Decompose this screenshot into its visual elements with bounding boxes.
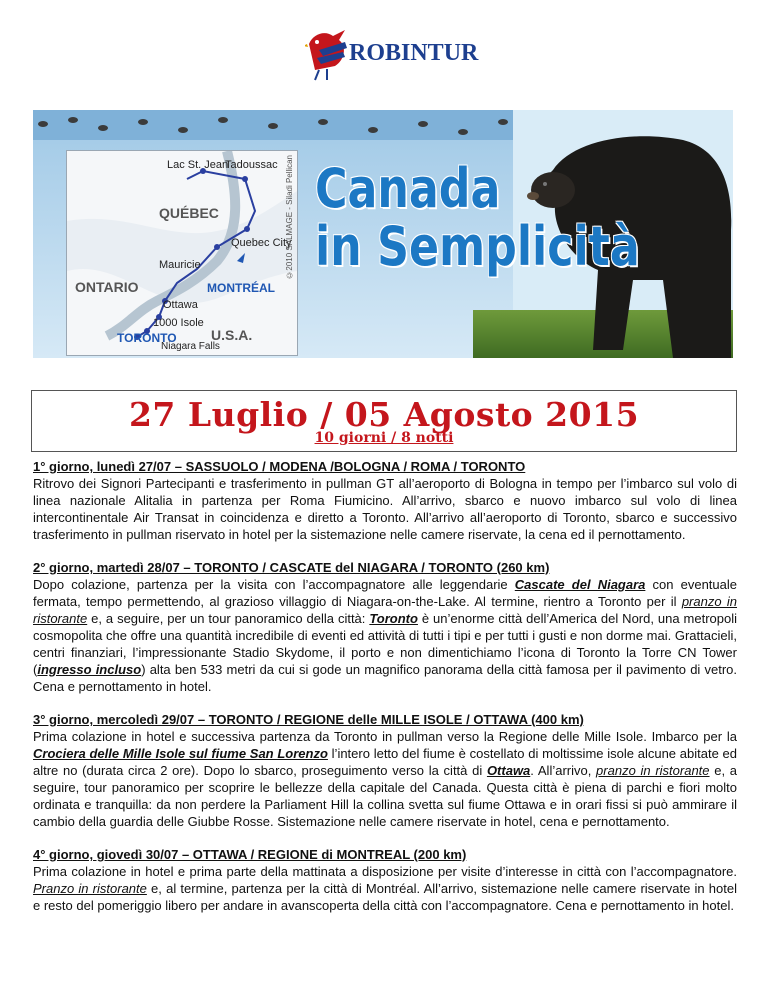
day-description: Ritrovo dei Signori Partecipanti e trasferimento in pullman GT all’aeroporto di Bologna in tempo per l’imbarco sul volo di linea nazionale Alitalia in partenza per Roma Fiumicino. All’arrivo, sbarco e nuovo imbarco sul volo di linea intercontinentale Air Transat in coincidenza e diretto a Toronto. All’arrivo all’aeroporto di Toronto, sbarco e successivo trasferimento in pullman riservato in hotel per la sistemazione nelle camere riservate, la cena ed il pernottamento. (33, 476, 737, 542)
travel-dates-title: 27 Luglio / 05 Agosto 2015 (128, 395, 640, 434)
highlight-ingresso-incluso: ingresso incluso (37, 662, 142, 677)
map-label-quebec: QUÉBEC (159, 205, 219, 221)
highlight-pranzo: pranzo in ristorante (596, 763, 710, 778)
day-heading: 1° giorno, lunedì 27/07 – SASSUOLO / MODENA /BOLOGNA / ROMA / TORONTO (33, 459, 526, 474)
bird-logo-icon (305, 26, 351, 82)
day-heading: 3° giorno, mercoledì 29/07 – TORONTO / REGIONE delle MILLE ISOLE / OTTAWA (400 km) (33, 712, 584, 727)
itinerary-day-4 (33, 846, 737, 914)
day-description: Prima colazione in hotel e successiva partenza da Toronto in pullman verso la Regione delle Mille Isole. Imbarco per la Crociera delle Mille Isole sul fiume San Lorenzo l’intero letto del fiume è costellato di moltissime isole alcune abitate ed altre no (durata circa 2 ore). Dopo lo sbarco, proseguimento verso la città di Ottawa. All’arrivo, pranzo in ristorante e, a seguire, tour panoramico per scoprire le bellezze della capitale del Canada. Questa città è piena di parchi e fiori molto ordinata e tranquilla: da non perdere la Parliament Hill la collina svetta sul fiume Ottawa e in orari fissi si può ammirare il cambio della guardia delle Giubbe Rosse. Sistemazione nelle camere riservate in hotel, cena e pernottamento. (33, 729, 738, 829)
itinerary (33, 458, 737, 930)
day-heading: 4° giorno, giovedì 30/07 – OTTAWA / REGIONE di MONTREAL (200 km) (33, 847, 467, 862)
hero-banner (33, 110, 733, 358)
map-label-ontario: ONTARIO (75, 279, 139, 295)
banner-title-line-1: Canada (315, 157, 501, 220)
map-label-quebec-city: Quebec City (231, 237, 292, 249)
day-description: Dopo colazione, partenza per la visita con l’accompagnatore alle leggendarie Cascate del Niagara con eventuale fermata, tempo permettendo, al grazioso villaggio di Niagara-on-the-Lake. Al termine, rientro a Toronto per il pranzo in ristorante e, a seguire, per un tour panoramico della città: Toronto è un’enorme città dell’America del Nord, una metropoli cosmopolita che offre una quantità incredibile di eventi ed attività di tutti i tipi e per tutti i gusti e non dorme mai. Grattacieli, centri finanziari, l’impressionante Stadio Skydome, il porto e non dimentichiamo l’icona di Toronto la Torre CN Tower (ingresso incluso) alta ben 533 metri da cui si gode un magnifico panorama della città famosa per il pavimento di vetro. Cena e pernottamento in hotel. (33, 577, 738, 694)
highlight-pranzo: Pranzo in ristorante (33, 881, 147, 896)
highlight-toronto: Toronto (369, 611, 418, 626)
map-label-mauricie: Mauricie (159, 259, 201, 271)
itinerary-day-3 (33, 711, 737, 830)
day-description: Prima colazione in hotel e prima parte della mattinata a disposizione per visite d’interesse in città con l’accompagnatore. Pranzo in ristorante e, al termine, partenza per la città di Montréal. All’arrivo, sistemazione nelle camere riservate in hotel e resto del pomeriggio libero per andare in avanscoperta della città con l’accompagnatore. Cena e pernottamento in hotel. (33, 864, 737, 913)
highlight-pranzo: pranzo in ristorante (33, 594, 738, 626)
itinerary-day-2 (33, 559, 737, 695)
map-label-toronto: TORONTO (117, 331, 177, 345)
map-copyright: ©2010 SALMAGE - Siladi Pellican (285, 155, 294, 280)
map-label-lac-st-jean: Lac St. Jean (167, 159, 229, 171)
map-label-ottawa: Ottawa (163, 299, 198, 311)
map-label-tadoussac: Tadoussac (225, 159, 278, 171)
logo-wordmark: ROBINTUR (349, 40, 479, 66)
day-heading: 2° giorno, martedì 28/07 – TORONTO / CASCATE del NIAGARA / TORONTO (260 km) (33, 560, 550, 575)
robintur-logo (305, 26, 479, 82)
itinerary-day-1 (33, 458, 737, 543)
map-label-1000-isole: 1000 Isole (153, 317, 204, 329)
travel-duration: 10 giorni / 8 notti (314, 430, 454, 446)
travel-dates-box (31, 390, 737, 452)
highlight-cascate-niagara: Cascate del Niagara (514, 577, 646, 592)
route-map (66, 150, 298, 356)
highlight-ottawa: Ottawa (486, 763, 531, 778)
banner-title (315, 157, 711, 278)
map-label-usa: U.S.A. (211, 327, 253, 343)
map-label-montreal: MONTRÉAL (207, 281, 275, 295)
highlight-crociera: Crociera delle Mille Isole sul fiume San Lorenzo (33, 746, 328, 761)
banner-title-line-2: in Semplicità (315, 215, 640, 278)
map-label-niagara-falls: Niagara Falls (161, 341, 220, 352)
